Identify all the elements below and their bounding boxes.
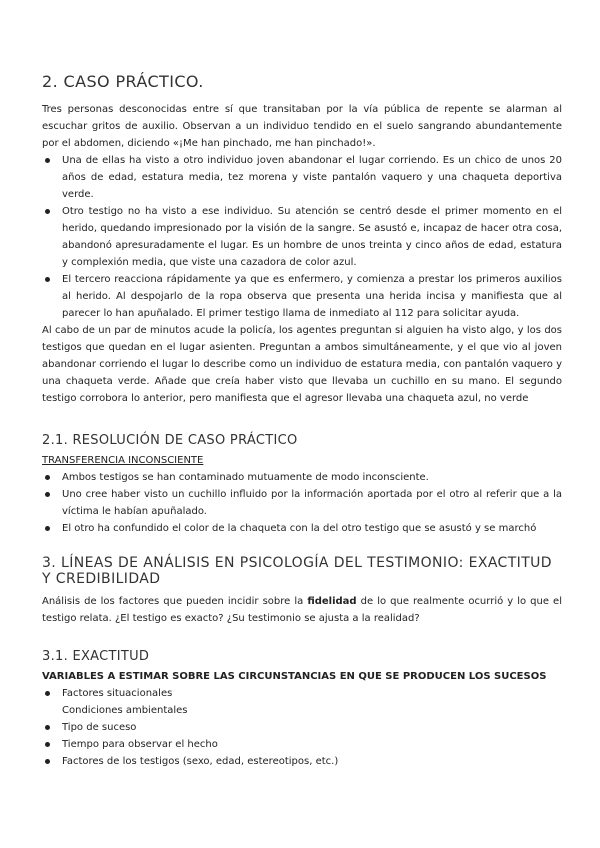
resolution-list [42,469,562,537]
list-item: Factores de los testigos (sexo, edad, estereotipos, etc.) [62,753,562,770]
section-2-1-subtitle: TRANSFERENCIA INCONSCIENTE [42,455,204,466]
fidelity-term: fidelidad [307,596,357,607]
section-3-paragraph [42,593,562,627]
section-3-1-subtitle: VARIABLES A ESTIMAR SOBRE LAS CIRCUNSTANCIAS EN QUE SE PRODUCEN LOS SUCESOS [42,671,547,682]
variables-list [42,685,562,702]
section-3-text-before: Análisis de los factores que pueden incidir sobre la [42,596,308,607]
list-item: El otro ha confundido el color de la chaqueta con la del otro testigo que se asustó y se marchó [62,520,562,537]
case-intro-paragraph: Tres personas desconocidas entre sí que transitaban por la vía pública de repente se alarman al escuchar gritos de auxilio. Observan a un individuo tendido en el suelo sangrando abundantemente por el abdomen, diciendo «¡Me han pinchado, me han pinchado!». [42,104,562,149]
list-item: Tipo de suceso [62,719,562,736]
section-2-1-heading: 2.1. RESOLUCIÓN DE CASO PRÁCTICO [42,433,298,448]
document-page [42,72,562,770]
case-closing-paragraph: Al cabo de un par de minutos acude la policía, los agentes preguntan si alguien ha visto algo, y los dos testigos que quedan en el lugar asienten. Preguntan a ambos simultáneamente, y el que vio al joven abandonar corriendo el lugar lo describe como un individuo de estatura media, con pantalón vaquero y una chaqueta verde. Añade que creía haber visto que llevaba un cuchillo en su mano. El segundo testigo corrobora lo anterior, pero manifiesta que el agresor llevaba una chaqueta azul, no verde [42,325,562,404]
list-item: Otro testigo no ha visto a ese individuo. Su atención se centró desde el primer momento en el herido, quedando impresionado por la visión de la sangre. Se asustó e, incapaz de hacer otra cosa, abandonó apresuradamente el lugar. Es un hombre de unos treinta y cinco años de edad, estatura y complexión media, que viste una cazadora de color azul. [62,203,562,271]
variables-list-cont [42,719,562,770]
section-3-text-after: de lo que realmente ocurrió y lo que el testigo relata. ¿El testigo es exacto? ¿Su testimonio se ajusta a la realidad? [42,596,562,624]
case-witness-list [42,152,562,322]
list-item: El tercero reacciona rápidamente ya que es enfermero, y comienza a prestar los primeros auxilios al herido. Al despojarlo de la ropa observa que presenta una herida incisa y manifiesta que al parecer lo han apuñalado. El primer testigo llama de inmediato al 112 para solicitar ayuda. [62,271,562,322]
section-2-heading: 2. CASO PRÁCTICO. [42,72,204,91]
list-item: Ambos testigos se han contaminado mutuamente de modo inconsciente. [62,469,562,486]
list-item-continuation: Condiciones ambientales [62,705,188,716]
section-3-1-heading: 3.1. EXACTITUD [42,649,150,664]
section-3-heading: 3. LÍNEAS DE ANÁLISIS EN PSICOLOGÍA DEL TESTIMONIO: EXACTITUD Y CREDIBILIDAD [42,555,552,587]
list-item: Una de ellas ha visto a otro individuo joven abandonar el lugar corriendo. Es un chico de unos 20 años de edad, estatura media, tez morena y viste pantalón vaquero y una chaqueta deportiva verde. [62,152,562,203]
list-item: Factores situacionales [62,685,562,702]
list-item: Uno cree haber visto un cuchillo influido por la información aportada por el otro al referir que a la víctima le habían apuñalado. [62,486,562,520]
list-item: Tiempo para observar el hecho [62,736,562,753]
